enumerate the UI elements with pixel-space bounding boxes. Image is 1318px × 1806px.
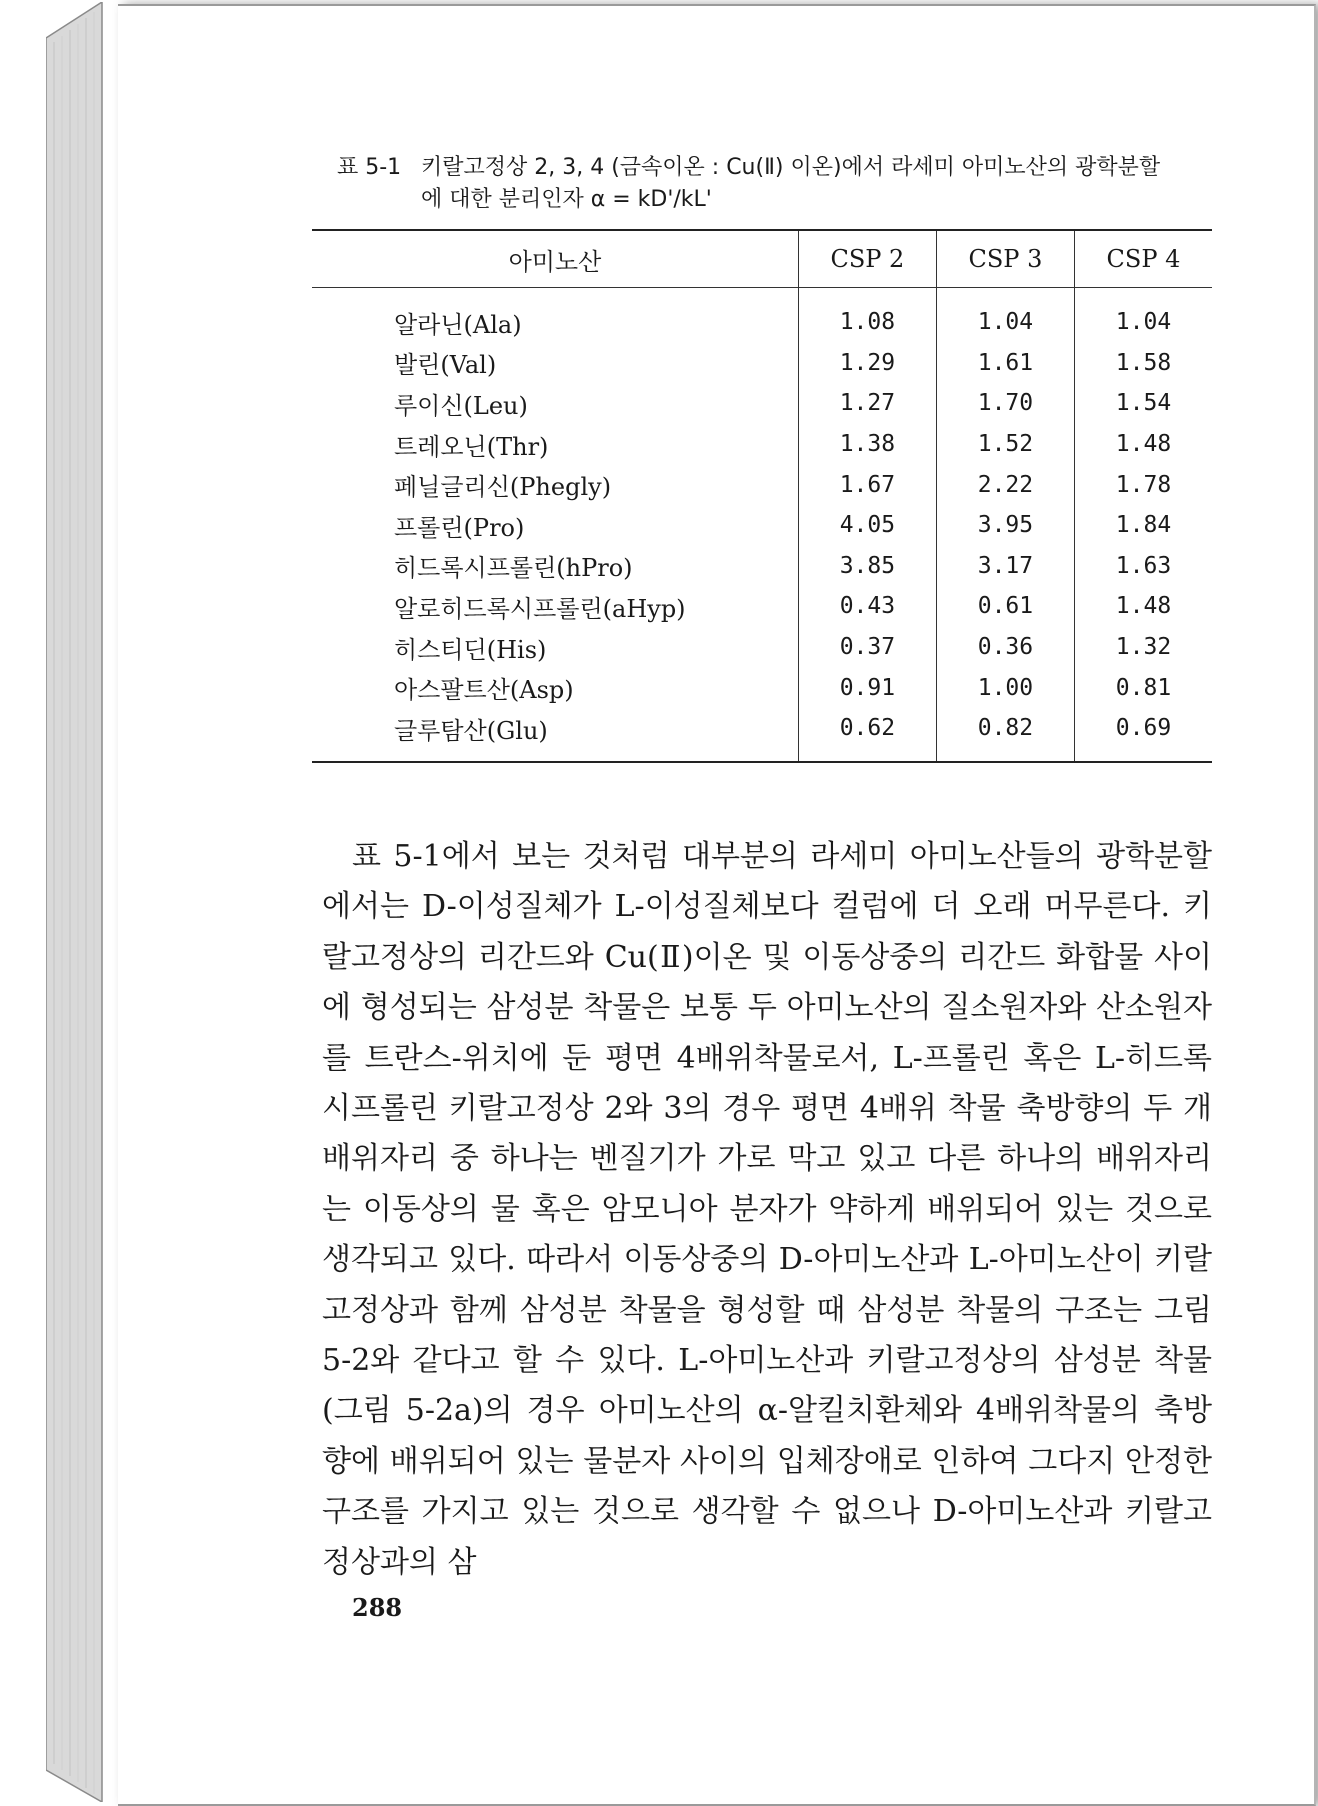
csp4-value: 1.63	[1115, 552, 1172, 579]
csp3-value: 1.00	[936, 667, 1074, 708]
csp3-value: 1.70	[936, 383, 1074, 424]
table-row	[312, 343, 1212, 384]
amino-acid-name: 알라닌(Ala)	[312, 288, 798, 343]
csp3-value: 3.17	[936, 546, 1074, 587]
table-row	[312, 667, 1212, 708]
table-row	[312, 424, 1212, 465]
table-row	[312, 627, 1212, 668]
csp4-value: 1.58	[1115, 349, 1172, 376]
csp2-value: 1.67	[798, 464, 936, 505]
csp2-value: 0.37	[798, 627, 936, 668]
table-row	[312, 383, 1212, 424]
csp4-value: 1.48	[1115, 431, 1172, 458]
csp3-value: 2.22	[936, 464, 1074, 505]
csp3-value: 1.52	[936, 424, 1074, 465]
csp2-value: 1.38	[798, 424, 936, 465]
csp3-value: 1.04	[936, 288, 1074, 343]
table-row	[312, 586, 1212, 627]
amino-acid-name: 글루탐산(Glu)	[312, 708, 798, 762]
table-row	[312, 464, 1212, 505]
csp4-value: 0.81	[1115, 674, 1172, 701]
table-row	[312, 708, 1212, 762]
amino-acid-name: 트레오닌(Thr)	[312, 424, 798, 465]
table-row	[312, 288, 1212, 343]
header-csp3: CSP 3	[936, 230, 1074, 288]
csp4-value: 1.32	[1115, 634, 1172, 661]
csp2-value: 1.29	[798, 343, 936, 384]
csp4-value: 1.78	[1115, 471, 1172, 498]
csp3-value: 1.61	[936, 343, 1074, 384]
book-spine	[46, 2, 118, 1802]
separation-factor-table	[312, 229, 1212, 763]
csp4-value: 0.69	[1074, 708, 1212, 762]
amino-acid-name: 히스티딘(His)	[312, 627, 798, 668]
table-caption-label: 표 5-1	[337, 155, 402, 180]
csp4-value: 1.48	[1115, 593, 1172, 620]
amino-acid-name: 히드록시프롤린(hPro)	[312, 546, 798, 587]
csp2-value: 0.91	[798, 667, 936, 708]
csp3-value: 0.36	[936, 627, 1074, 668]
csp2-value: 4.05	[798, 505, 936, 546]
csp2-value: 0.43	[798, 586, 936, 627]
csp3-value: 0.82	[936, 708, 1074, 762]
csp4-value: 1.04	[1115, 309, 1172, 336]
csp3-value: 3.95	[936, 505, 1074, 546]
amino-acid-name: 페닐글리신(Phegly)	[312, 464, 798, 505]
table-row	[312, 505, 1212, 546]
amino-acid-name: 아스팔트산(Asp)	[312, 667, 798, 708]
table-caption	[337, 152, 1217, 216]
amino-acid-name: 발린(Val)	[312, 343, 798, 384]
amino-acid-name: 알로히드록시프롤린(aHyp)	[312, 586, 798, 627]
page-number: 288	[352, 1593, 403, 1622]
csp4-value: 1.54	[1115, 390, 1172, 417]
csp2-value: 0.62	[798, 708, 936, 762]
csp3-value: 0.61	[936, 586, 1074, 627]
table-row	[312, 546, 1212, 587]
csp2-value: 1.27	[798, 383, 936, 424]
body-text	[322, 832, 1212, 1588]
csp2-value: 1.08	[798, 288, 936, 343]
amino-acid-name: 프롤린(Pro)	[312, 505, 798, 546]
csp2-value: 3.85	[798, 546, 936, 587]
header-csp4: CSP 4	[1074, 230, 1212, 288]
header-amino-acid: 아미노산	[312, 230, 798, 288]
csp4-value: 1.84	[1115, 512, 1172, 539]
table-caption-line2: 에 대한 분리인자 α = kD'/kL'	[421, 187, 712, 212]
table-header-row	[312, 230, 1212, 288]
amino-acid-name: 루이신(Leu)	[312, 383, 798, 424]
header-csp2: CSP 2	[798, 230, 936, 288]
table-caption-line1: 키랄고정상 2, 3, 4 (금속이온 : Cu(Ⅱ) 이온)에서 라세미 아미노산의 광학분할	[421, 155, 1161, 180]
body-paragraph: 표 5-1에서 보는 것처럼 대부분의 라세미 아미노산들의 광학분할에서는 D-이성질체가 L-이성질체보다 컬럼에 더 오래 머무른다. 키랄고정상의 리간드와 Cu(Ⅱ)이온 및 이동상중의 리간드 화합물 사이에 형성되는 삼성분 착물은 보통 두 아미노산의 질소원자와 산소원자를 트란스-위치에 둔 평면 4배위착물로서, L-프롤린 혹은 L-히드록시프롤린 키랄고정상 2와 3의 경우 평면 4배위 착물 축방향의 두 개 배위자리 중 하나는 벤질기가 가로 막고 있고 다른 하나의 배위자리는 이동상의 물 혹은 암모니아 분자가 약하게 배위되어 있는 것으로 생각되고 있다. 따라서 이동상중의 D-아미노산과 L-아미노산이 키랄고정상과 함께 삼성분 착물을 형성할 때 삼성분 착물의 구조는 그림 5-2와 같다고 할 수 있다. L-아미노산과 키랄고정상의 삼성분 착물(그림 5-2a)의 경우 아미노산의 α-알킬치환체와 4배위착물의 축방향에 배위되어 있는 물분자 사이의 입체장애로 인하여 그다지 안정한 구조를 가지고 있는 것으로 생각할 수 없으나 D-아미노산과 키랄고정상과의 삼	[322, 839, 1212, 1580]
